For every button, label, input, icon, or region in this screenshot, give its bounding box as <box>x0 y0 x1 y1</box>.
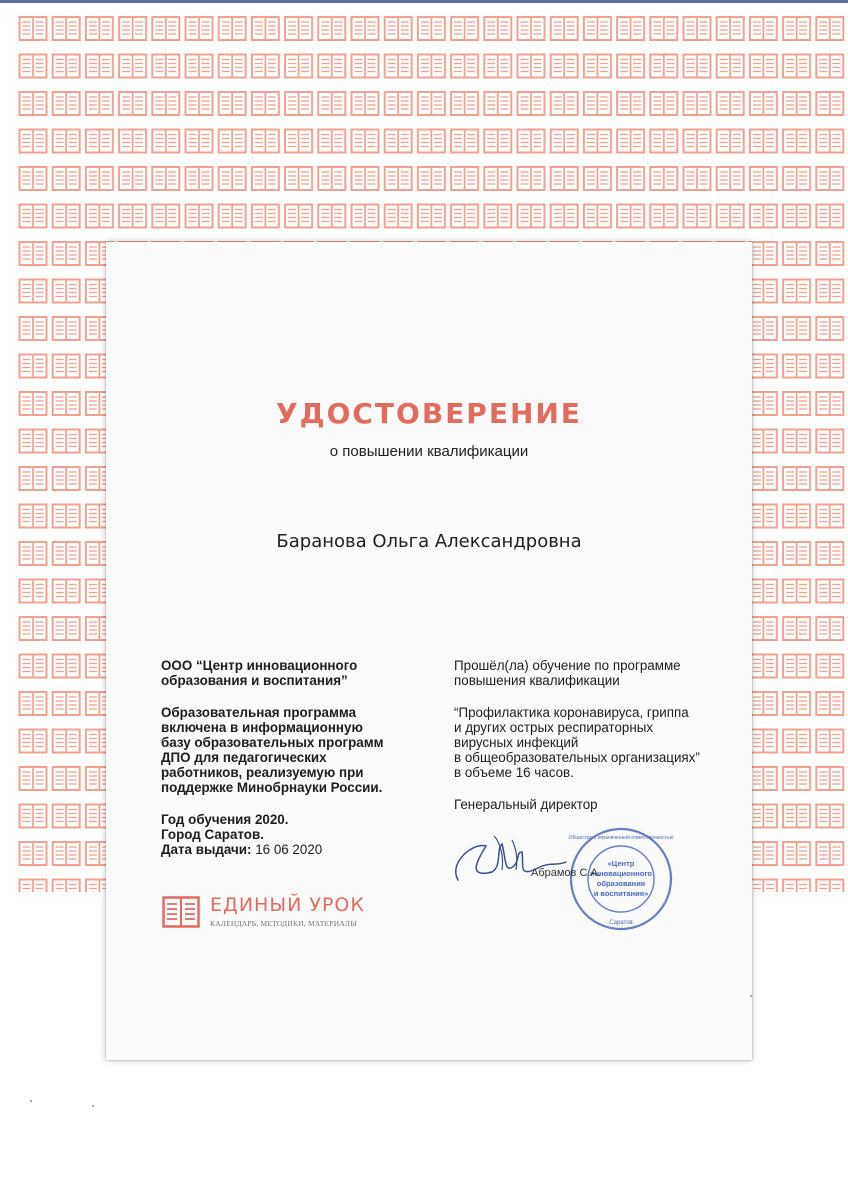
stamp-seal <box>566 824 676 934</box>
issue-city: Город Саратов. <box>161 827 264 842</box>
logo-tagline: КАЛЕНДАРЬ, МЕТОДИКИ, МАТЕРИАЛЫ <box>210 919 357 928</box>
organization-name: ООО “Центр инновационного образования и воспитания” <box>161 658 358 688</box>
scan-speck <box>30 1100 32 1102</box>
issue-date-value: 16 06 2020 <box>255 842 323 857</box>
director-title: Генеральный директор <box>454 797 598 812</box>
scan-speck <box>92 1105 94 1107</box>
issue-date-row <box>161 842 431 857</box>
scan-speck <box>750 995 752 997</box>
book-icon <box>162 896 200 928</box>
left-column <box>161 658 431 857</box>
holder-name: Баранова Ольга Александровна <box>276 531 582 552</box>
issue-date-label: Дата выдачи: <box>161 842 252 857</box>
certificate-title: УДОСТОВЕРЕНИЕ <box>276 397 582 430</box>
program-title: “Профилактика коронавируса, гриппа и других острых респираторных вирусных инфекций в общеобразовательных организациях” в объеме 16 часов. <box>454 705 700 780</box>
stamp-center-line-4: и воспитания» <box>593 889 649 898</box>
study-year: Год обучения 2020. <box>161 812 289 827</box>
stamp-center-line-2: инновационного <box>590 869 652 878</box>
stamp-city: Саратов <box>609 920 633 926</box>
signature-and-stamp <box>446 822 686 942</box>
stamp-ring-text: Общество с ограниченной ответственностью <box>568 835 674 841</box>
scan-edge <box>0 0 848 3</box>
completion-statement: Прошёл(ла) обучение по программе повышения квалификации <box>454 658 681 688</box>
stamp-center-line-1: «Центр <box>607 859 635 868</box>
issue-details <box>161 812 431 857</box>
certificate-subtitle: о повышении квалификации <box>329 443 529 460</box>
edinyi-urok-logo <box>162 894 422 934</box>
program-registry-note: Образовательная программа включена в информационную базу образовательных программ ДПО для педагогических работников, реализуемую при поддержке Минобрнауки России. <box>161 705 384 795</box>
certificate-card <box>106 242 752 1060</box>
logo-title: ЕДИНЫЙ УРОК <box>210 894 365 916</box>
signer-name: Абрамов С.А. <box>531 867 601 879</box>
stamp-center-line-3: образования <box>596 879 646 888</box>
right-column <box>454 658 744 829</box>
